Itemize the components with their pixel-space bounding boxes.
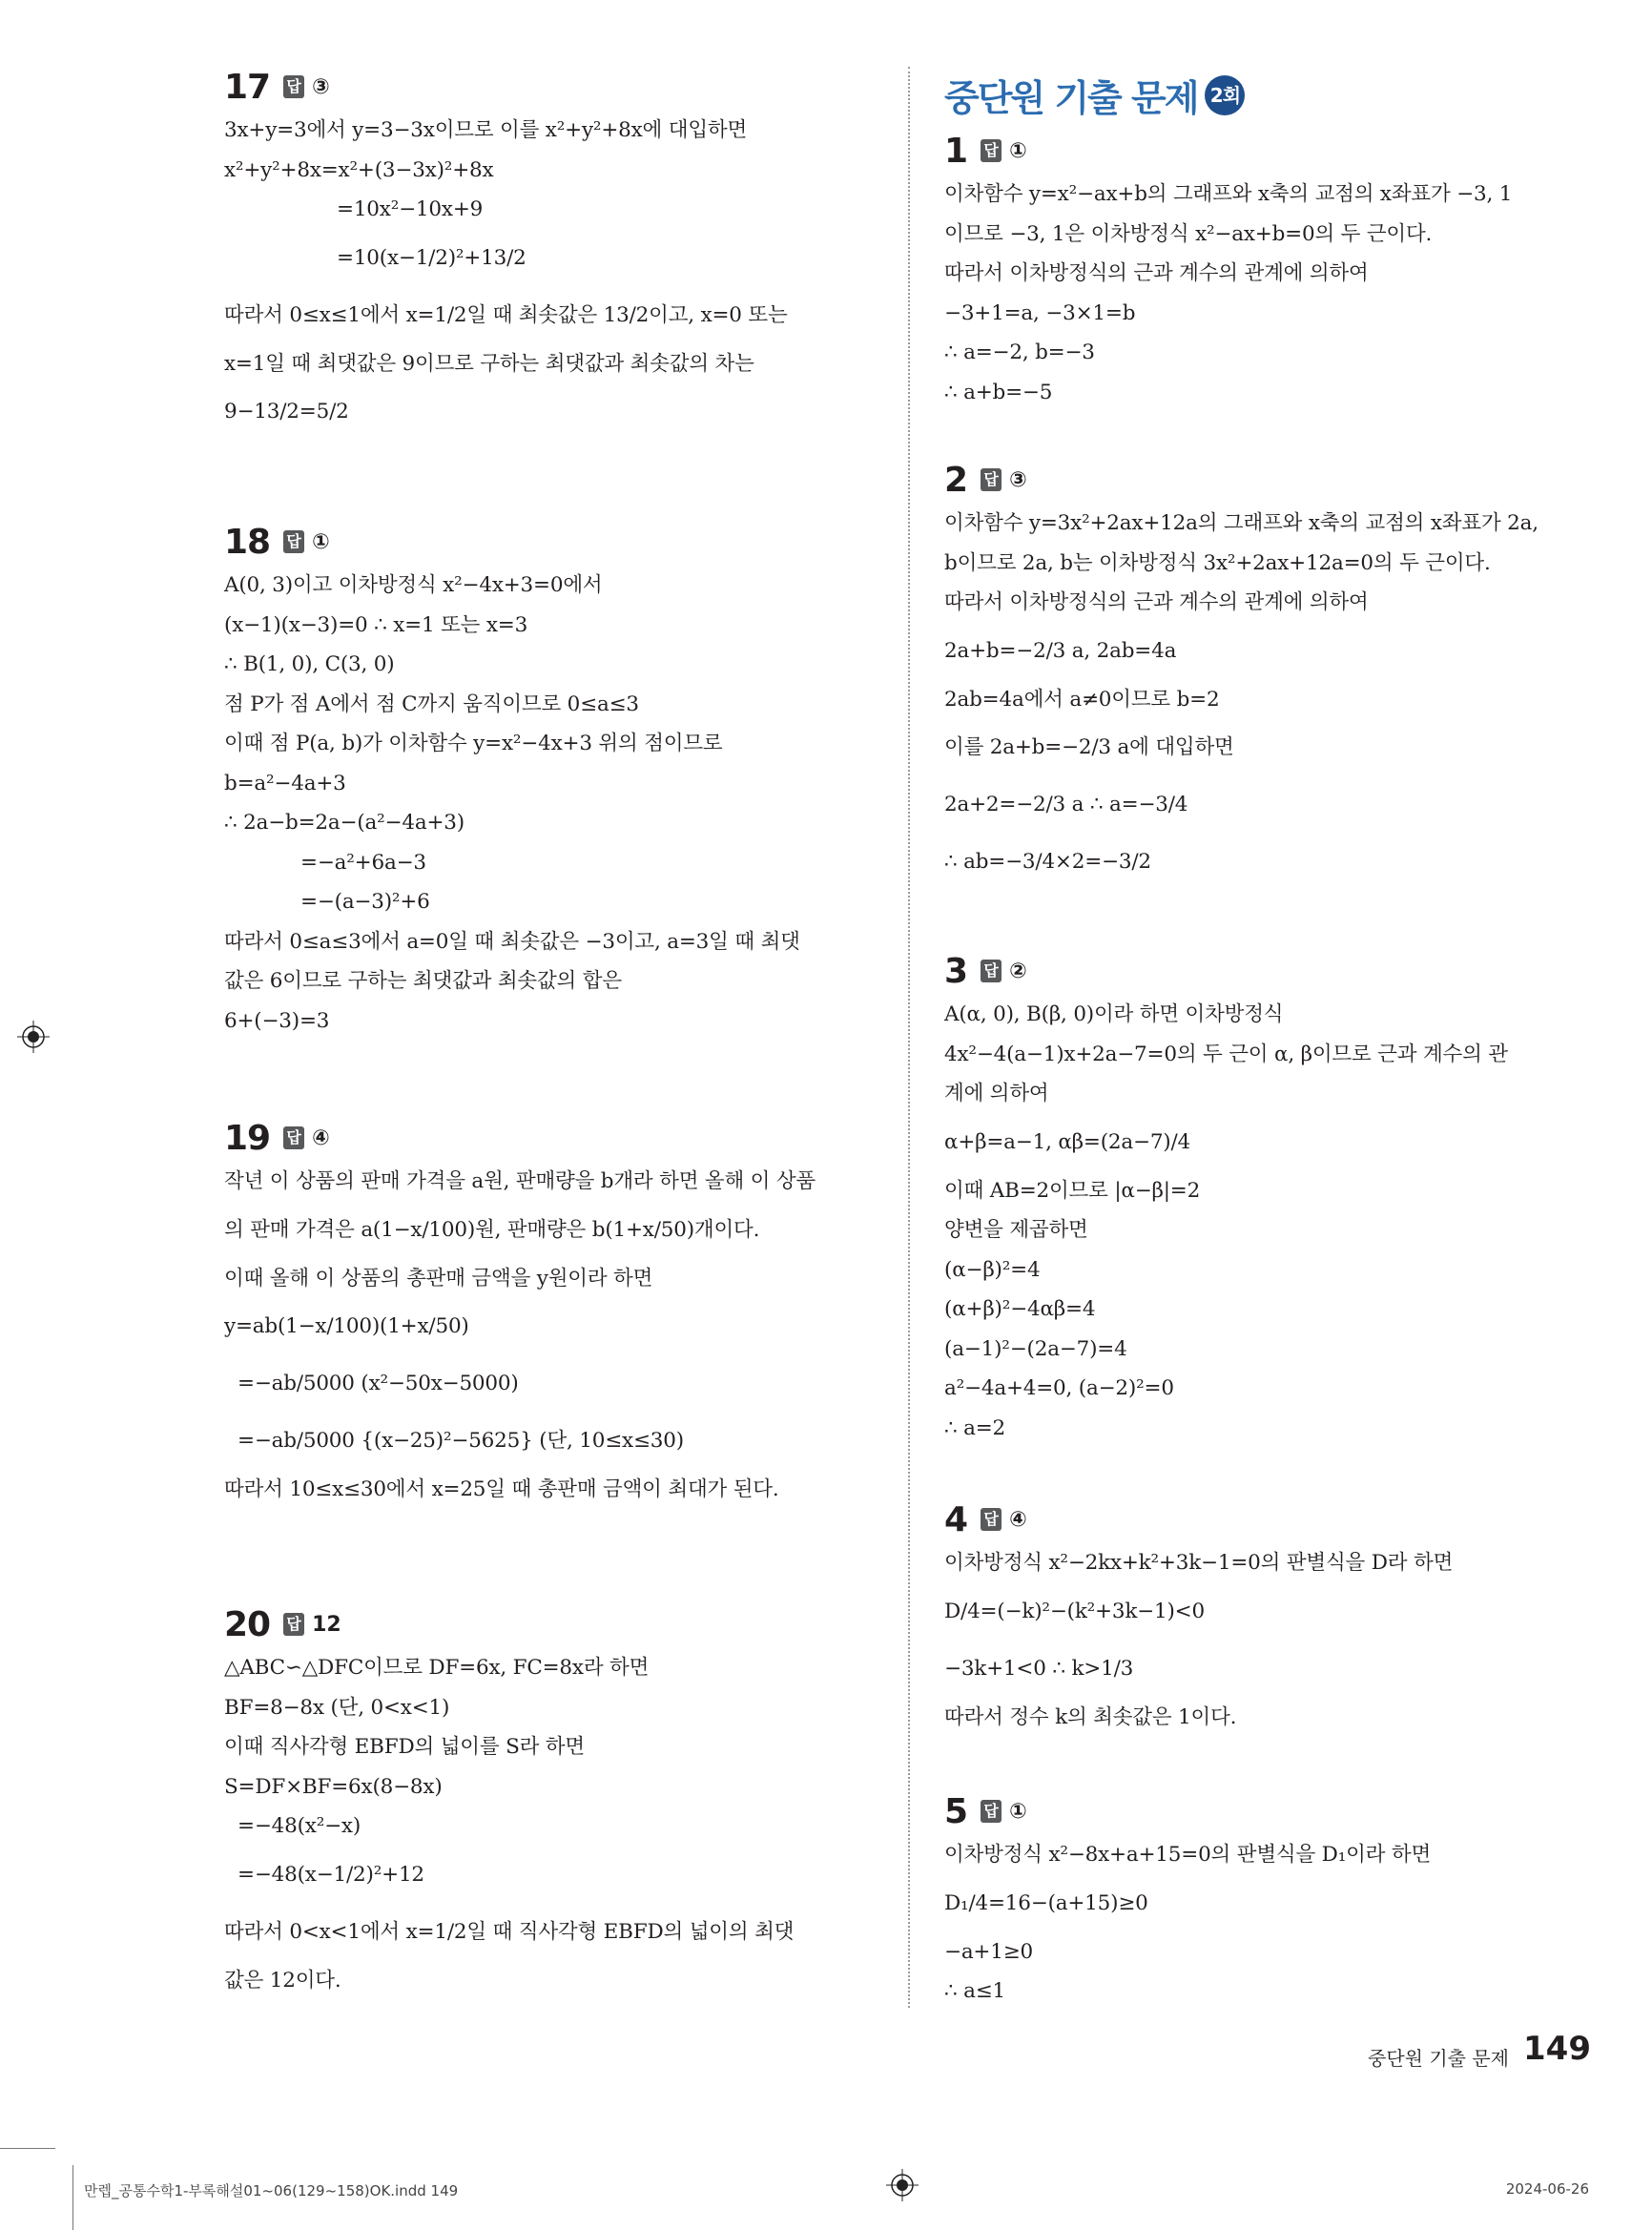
solution-line: 이차함수 y=x²−ax+b의 그래프와 x축의 교점의 x좌표가 −3, 1 bbox=[944, 182, 1513, 206]
solution-line: ∴ a=2 bbox=[944, 1415, 1006, 1440]
slug-filename: 만렙_공통수학1-부록해설01~06(129~158)OK.indd 149 bbox=[84, 2182, 459, 2199]
answer-value: ③ bbox=[1009, 467, 1027, 492]
solution-line: BF=8−8x (단, 0<x<1) bbox=[224, 1695, 450, 1720]
solution-line: 6+(−3)=3 bbox=[224, 1008, 330, 1033]
solution-line: =−(a−3)²+6 bbox=[300, 890, 430, 914]
solution-line: 3x+y=3에서 y=3−3x이므로 이를 x²+y²+8x에 대입하면 bbox=[224, 118, 748, 142]
problem-header bbox=[944, 1789, 1602, 1833]
registration-mark-icon bbox=[17, 1021, 50, 1053]
crop-mark bbox=[72, 2165, 73, 2230]
problem-number: 20 bbox=[224, 1604, 271, 1644]
solution-line: 점 P가 점 A에서 점 C까지 움직이므로 0≤a≤3 bbox=[224, 692, 639, 716]
problem-header bbox=[944, 1497, 1602, 1541]
solution-line: (α+β)²−4αβ=4 bbox=[944, 1297, 1096, 1321]
solution-line: 이를 2a+b=−2/3 a에 대입하면 bbox=[944, 735, 1234, 759]
solution-line: (a−1)²−(2a−7)=4 bbox=[944, 1336, 1127, 1361]
problem-19 bbox=[224, 1116, 873, 1510]
solution-line: 값은 6이므로 구하는 최댓값과 최솟값의 합은 bbox=[224, 969, 622, 993]
column-divider bbox=[908, 67, 910, 2008]
footer-section-title: 중단원 기출 문제 bbox=[1368, 2047, 1509, 2070]
solution-line: A(α, 0), B(β, 0)이라 하면 이차방정식 bbox=[944, 1002, 1284, 1026]
solution-line: =−48(x²−x) bbox=[237, 1814, 361, 1838]
solution-line: 이때 올해 이 상품의 총판매 금액을 y원이라 하면 bbox=[224, 1266, 653, 1291]
solution-line: 따라서 10≤x≤30에서 x=25일 때 총판매 금액이 최대가 된다. bbox=[224, 1477, 779, 1501]
problem-header bbox=[224, 1116, 873, 1160]
solution-line: 이차방정식 x²−2kx+k²+3k−1=0의 판별식을 D라 하면 bbox=[944, 1551, 1454, 1575]
solution-line: b=a²−4a+3 bbox=[224, 771, 346, 795]
solution-line: ∴ 2a−b=2a−(a²−4a+3) bbox=[224, 811, 465, 835]
problem-4 bbox=[944, 1497, 1602, 1737]
answer-value: ③ bbox=[312, 74, 330, 99]
solution-line: 따라서 0<x<1에서 x=1/2일 때 직사각형 EBFD의 넓이의 최댓 bbox=[224, 1919, 795, 1944]
answer-tag: 답 bbox=[981, 139, 1002, 162]
solution-line: A(0, 3)이고 이차방정식 x²−4x+3=0에서 bbox=[224, 573, 603, 597]
answer-tag: 답 bbox=[283, 530, 304, 553]
problem-header bbox=[224, 1602, 873, 1646]
solution-line: x=1일 때 최댓값은 9이므로 구하는 최댓값과 최솟값의 차는 bbox=[224, 351, 754, 376]
solution-line: −3k+1<0 ∴ k>1/3 bbox=[944, 1656, 1134, 1681]
solution-line: D₁/4=16−(a+15)≥0 bbox=[944, 1890, 1148, 1915]
solution-line: 계에 의하여 bbox=[944, 1082, 1049, 1105]
registration-mark-icon bbox=[886, 2169, 919, 2201]
problem-number: 17 bbox=[224, 67, 271, 107]
solution-line: 이차방정식 x²−8x+a+15=0의 판별식을 D₁이라 하면 bbox=[944, 1843, 1432, 1867]
answer-tag: 답 bbox=[981, 1800, 1002, 1823]
answer-tag: 답 bbox=[283, 75, 304, 98]
answer-value: 12 bbox=[312, 1612, 341, 1637]
solution-line: 따라서 0≤a≤3에서 a=0일 때 최솟값은 −3이고, a=3일 때 최댓 bbox=[224, 929, 800, 954]
solution-line: 양변을 제곱하면 bbox=[944, 1218, 1088, 1242]
solution-line: 따라서 이차방정식의 근과 계수의 관계에 의하여 bbox=[944, 590, 1369, 614]
solution-line: =−ab/5000 {(x−25)²−5625} (단, 10≤x≤30) bbox=[237, 1429, 684, 1453]
solution-line: x²+y²+8x=x²+(3−3x)²+8x bbox=[224, 157, 494, 182]
solution-line: =−a²+6a−3 bbox=[300, 850, 426, 875]
problem-header bbox=[224, 65, 873, 109]
problem-header bbox=[944, 129, 1602, 173]
problem-number: 1 bbox=[944, 131, 968, 171]
solution-line: 이차함수 y=3x²+2ax+12a의 그래프와 x축의 교점의 x좌표가 2a, bbox=[944, 511, 1538, 535]
solution-line: b이므로 2a, b는 이차방정식 3x²+2ax+12a=0의 두 근이다. bbox=[944, 550, 1491, 575]
solution-line: 따라서 정수 k의 최솟값은 1이다. bbox=[944, 1704, 1237, 1729]
solution-line: ∴ a≤1 bbox=[944, 1979, 1006, 2003]
solution-line: (x−1)(x−3)=0 ∴ x=1 또는 x=3 bbox=[224, 612, 528, 637]
answer-tag: 답 bbox=[981, 960, 1002, 982]
problem-5 bbox=[944, 1789, 1602, 2012]
solution-line: D/4=(−k)²−(k²+3k−1)<0 bbox=[944, 1599, 1205, 1623]
problem-header bbox=[224, 520, 873, 564]
solution-line: y=ab(1−x/100)(1+x/50) bbox=[224, 1314, 469, 1338]
slug-date: 2024-06-26 bbox=[1505, 2180, 1589, 2198]
problem-number: 5 bbox=[944, 1791, 968, 1831]
answer-tag: 답 bbox=[283, 1613, 304, 1636]
problem-18 bbox=[224, 520, 873, 1041]
solution-line: 2ab=4a에서 a≠0이므로 b=2 bbox=[944, 687, 1220, 712]
answer-value: ① bbox=[312, 529, 330, 554]
problem-3 bbox=[944, 949, 1602, 1448]
problem-number: 19 bbox=[224, 1118, 271, 1158]
problem-20 bbox=[224, 1602, 873, 2000]
solution-line: =−ab/5000 (x²−50x−5000) bbox=[237, 1372, 519, 1395]
answer-value: ① bbox=[1009, 138, 1027, 163]
page-number: 149 bbox=[1523, 2030, 1591, 2068]
solution-line: −3+1=a, −3×1=b bbox=[944, 300, 1136, 325]
answer-tag: 답 bbox=[981, 1508, 1002, 1531]
solution-line: =−48(x−1/2)²+12 bbox=[237, 1862, 424, 1887]
solution-line: (α−β)²=4 bbox=[944, 1257, 1041, 1282]
solution-line: 4x²−4(a−1)x+2a−7=0의 두 근이 α, β이므로 근과 계수의 관 bbox=[944, 1042, 1508, 1066]
problem-17 bbox=[224, 65, 873, 441]
solution-line: S=DF×BF=6x(8−8x) bbox=[224, 1774, 443, 1799]
solution-line: 이때 AB=2이므로 |α−β|=2 bbox=[944, 1178, 1201, 1203]
answer-value: ① bbox=[1009, 1799, 1027, 1824]
solution-line: α+β=a−1, αβ=(2a−7)/4 bbox=[944, 1129, 1191, 1154]
section-title-text: 중단원 기출 문제 bbox=[944, 77, 1198, 119]
solution-line: 이때 직사각형 EBFD의 넓이를 S라 하면 bbox=[224, 1735, 585, 1759]
solution-line: 2a+b=−2/3 a, 2ab=4a bbox=[944, 638, 1177, 663]
answer-tag: 답 bbox=[981, 468, 1002, 491]
solution-line: −a+1≥0 bbox=[944, 1939, 1034, 1964]
solution-line: ∴ a+b=−5 bbox=[944, 380, 1053, 404]
problem-header bbox=[944, 949, 1602, 993]
solution-line: ∴ B(1, 0), C(3, 0) bbox=[224, 652, 395, 676]
problem-number: 18 bbox=[224, 522, 271, 562]
section-title bbox=[944, 69, 1245, 121]
solution-line: 이므로 −3, 1은 이차방정식 x²−ax+b=0의 두 근이다. bbox=[944, 221, 1433, 246]
solution-line: a²−4a+4=0, (a−2)²=0 bbox=[944, 1376, 1174, 1400]
problem-number: 3 bbox=[944, 951, 968, 991]
solution-line: ∴ a=−2, b=−3 bbox=[944, 341, 1095, 364]
problem-number: 2 bbox=[944, 460, 968, 500]
answer-value: ④ bbox=[1009, 1507, 1027, 1532]
round-badge: 2회 bbox=[1205, 75, 1245, 115]
solution-line: 2a+2=−2/3 a ∴ a=−3/4 bbox=[944, 793, 1188, 816]
solution-line: 의 판매 가격은 a(1−x/100)원, 판매량은 b(1+x/50)개이다. bbox=[224, 1217, 760, 1242]
answer-value: ④ bbox=[312, 1125, 330, 1150]
solution-line: =10x²−10x+9 bbox=[337, 197, 484, 221]
problem-1 bbox=[944, 129, 1602, 412]
problem-number: 4 bbox=[944, 1499, 968, 1539]
crop-mark bbox=[0, 2148, 55, 2149]
solution-line: 이때 점 P(a, b)가 이차함수 y=x²−4x+3 위의 점이므로 bbox=[224, 732, 723, 755]
answer-tag: 답 bbox=[283, 1126, 304, 1149]
solution-line: 9−13/2=5/2 bbox=[224, 400, 349, 423]
solution-line: 따라서 0≤x≤1에서 x=1/2일 때 최솟값은 13/2이고, x=0 또는 bbox=[224, 302, 788, 327]
solution-line: 작년 이 상품의 판매 가격을 a원, 판매량을 b개라 하면 올해 이 상품 bbox=[224, 1169, 816, 1193]
problem-2 bbox=[944, 458, 1602, 891]
problem-header bbox=[944, 458, 1602, 502]
solution-line: ∴ ab=−3/4×2=−3/2 bbox=[944, 850, 1151, 874]
answer-value: ② bbox=[1009, 959, 1027, 983]
solution-line: 값은 12이다. bbox=[224, 1968, 341, 1993]
solution-line: △ABC∽△DFC이므로 DF=6x, FC=8x라 하면 bbox=[224, 1656, 650, 1680]
solution-line: 따라서 이차방정식의 근과 계수의 관계에 의하여 bbox=[944, 261, 1369, 285]
solution-line: =10(x−1/2)²+13/2 bbox=[337, 245, 527, 270]
